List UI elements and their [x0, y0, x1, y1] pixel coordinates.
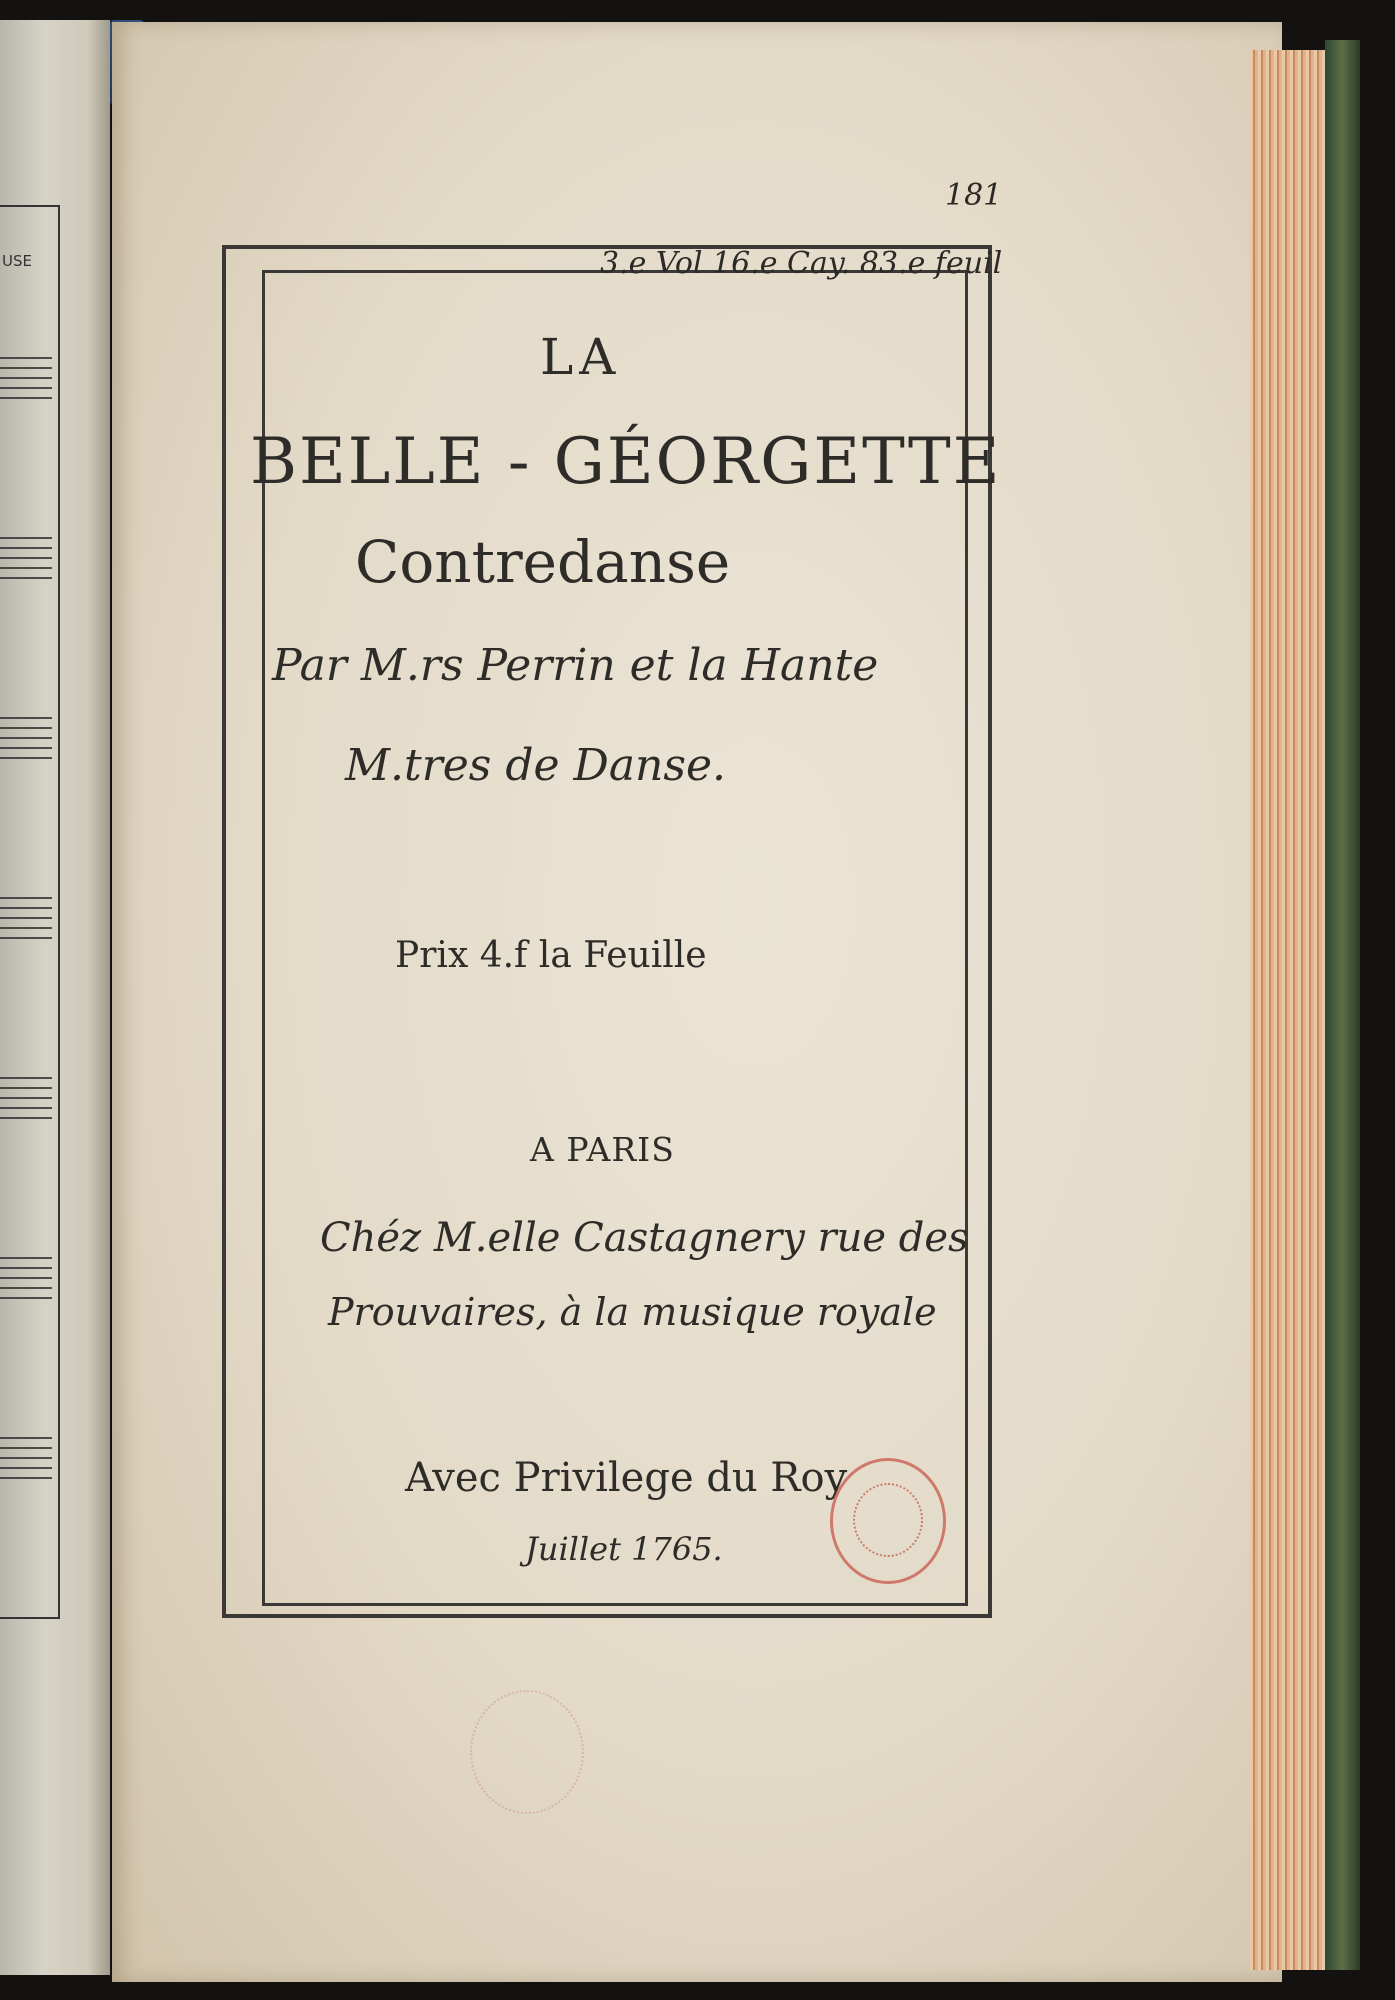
catalogue-reference: 3.e Vol 16.e Cay. 83.e feuil	[600, 246, 1003, 281]
left-page-text-fragment: USE	[2, 252, 32, 270]
library-stamp-inner-ring	[853, 1483, 923, 1557]
music-staff	[0, 1437, 52, 1481]
page-number: 181	[945, 178, 1003, 213]
privilege-line: Avec Privilege du Roy	[405, 1455, 848, 1501]
music-staff	[0, 1077, 52, 1121]
music-score-fragment	[0, 205, 60, 1619]
faded-stamp	[470, 1690, 584, 1814]
publisher-address: Prouvaires, à la musique royale	[328, 1290, 937, 1334]
music-staff	[0, 897, 52, 941]
music-staff	[0, 357, 52, 401]
subtitle: Contredanse	[355, 528, 731, 596]
publication-city: A PARIS	[530, 1130, 675, 1169]
music-staff	[0, 1257, 52, 1301]
authors-title-line: M.tres de Danse.	[345, 740, 727, 791]
page-fore-edge	[1250, 50, 1325, 1970]
left-page	[0, 20, 110, 1975]
title-article: LA	[540, 328, 622, 386]
authors-line: Par M.rs Perrin et la Hante	[272, 640, 879, 691]
music-staff	[0, 717, 52, 761]
publisher-line: Chéz M.elle Castagnery rue des	[320, 1215, 969, 1261]
music-staff	[0, 537, 52, 581]
page-title: BELLE - GÉORGETTE	[250, 425, 1002, 499]
book-binding	[1325, 40, 1360, 1970]
library-stamp	[830, 1458, 946, 1584]
publication-date: Juillet 1765.	[525, 1530, 723, 1568]
price-line: Prix 4.f la Feuille	[395, 935, 707, 976]
